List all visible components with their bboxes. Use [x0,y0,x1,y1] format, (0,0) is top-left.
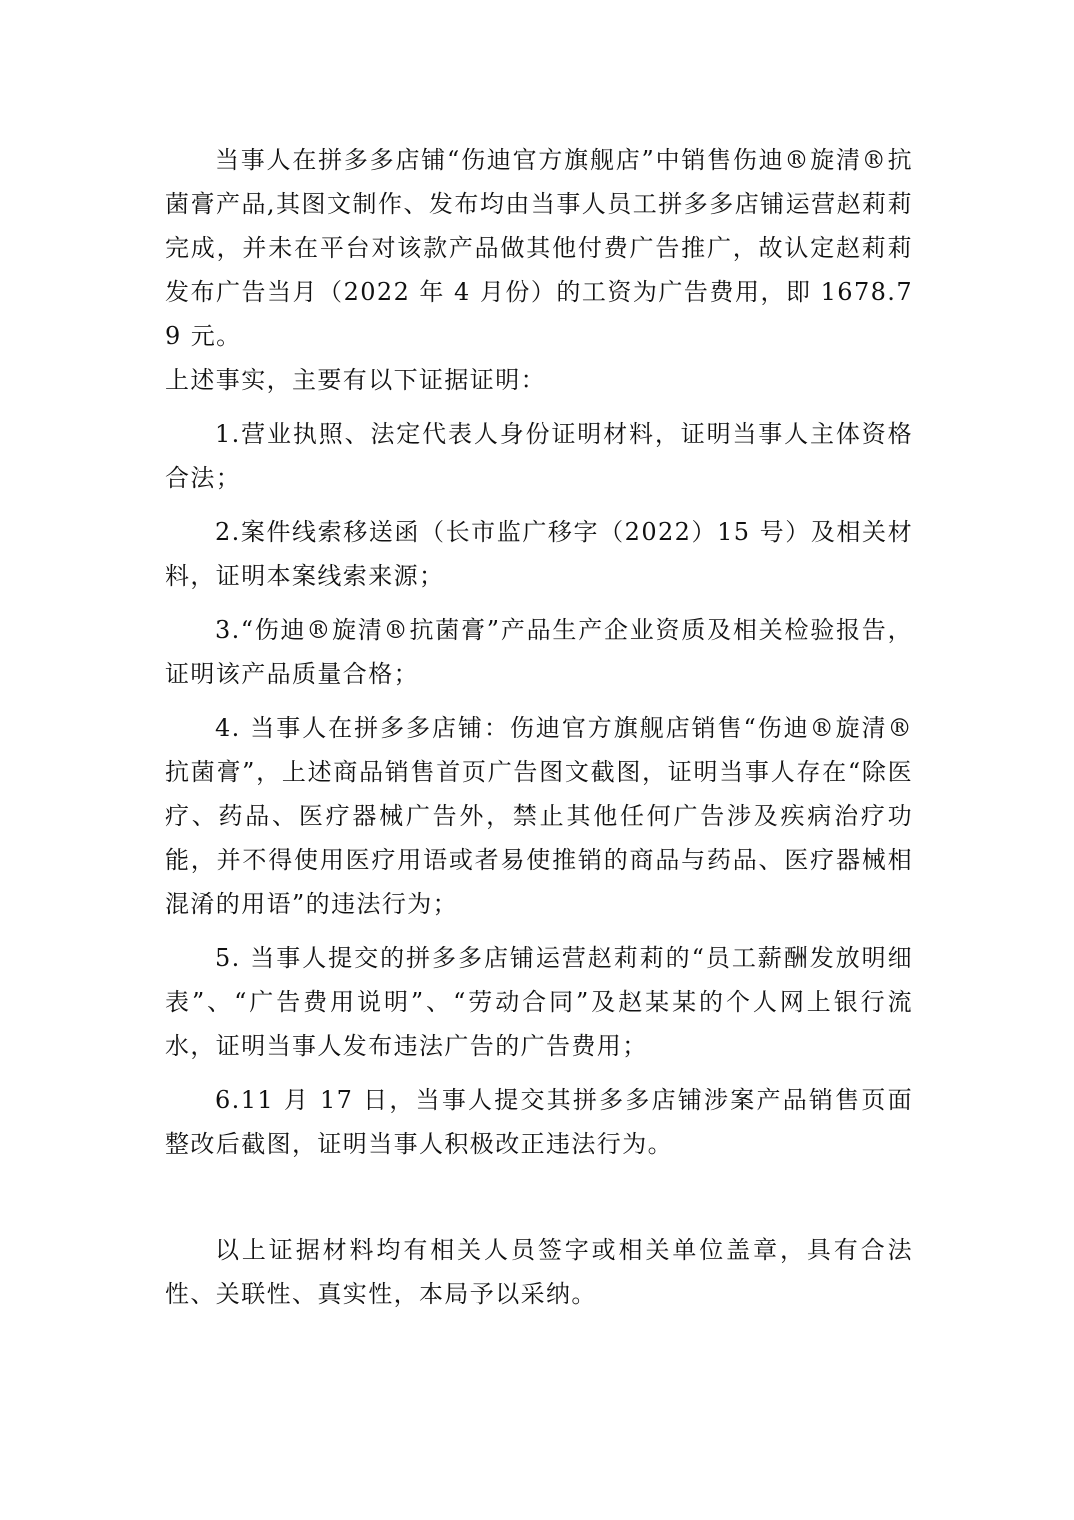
document-body [165,138,913,1316]
evidence-intro: 上述事实，主要有以下证据证明： [165,366,546,394]
conclusion-paragraph: 以上证据材料均有相关人员签字或相关单位盖章，具有合法性、关联性、真实性，本局予以采纳。 [165,1236,913,1308]
evidence-item-2: 2.案件线索移送函（长市监广移字（2022）15 号）及相关材料，证明本案线索来源； [165,518,913,590]
evidence-item-6: 6.11 月 17 日，当事人提交其拼多多店铺涉案产品销售页面整改后截图，证明当事人积极改正违法行为。 [165,1086,913,1158]
evidence-item-5: 5. 当事人提交的拼多多店铺运营赵莉莉的“员工薪酬发放明细表”、“广告费用说明”、“劳动合同”及赵某某的个人网上银行流水，证明当事人发布违法广告的广告费用； [165,944,913,1060]
evidence-item-4: 4. 当事人在拼多多店铺：伤迪官方旗舰店销售“伤迪®旋清®抗菌膏”，上述商品销售首页广告图文截图，证明当事人存在“除医疗、药品、医疗器械广告外，禁止其他任何广告涉及疾病治疗功能，并不得使用医疗用语或者易使推销的商品与药品、医疗器械相混淆的用语”的违法行为； [165,714,913,918]
evidence-item-1: 1.营业执照、法定代表人身份证明材料，证明当事人主体资格合法； [165,420,913,492]
fact-paragraph: 当事人在拼多多店铺“伤迪官方旗舰店”中销售伤迪®旋清®抗菌膏产品,其图文制作、发布均由当事人员工拼多多店铺运营赵莉莉完成，并未在平台对该款产品做其他付费广告推广，故认定赵莉莉发布广告当月（2022 年 4 月份）的工资为广告费用，即 1678.79 元。 [165,146,913,350]
evidence-item-3: 3.“伤迪®旋清®抗菌膏”产品生产企业资质及相关检验报告，证明该产品质量合格； [165,616,913,688]
